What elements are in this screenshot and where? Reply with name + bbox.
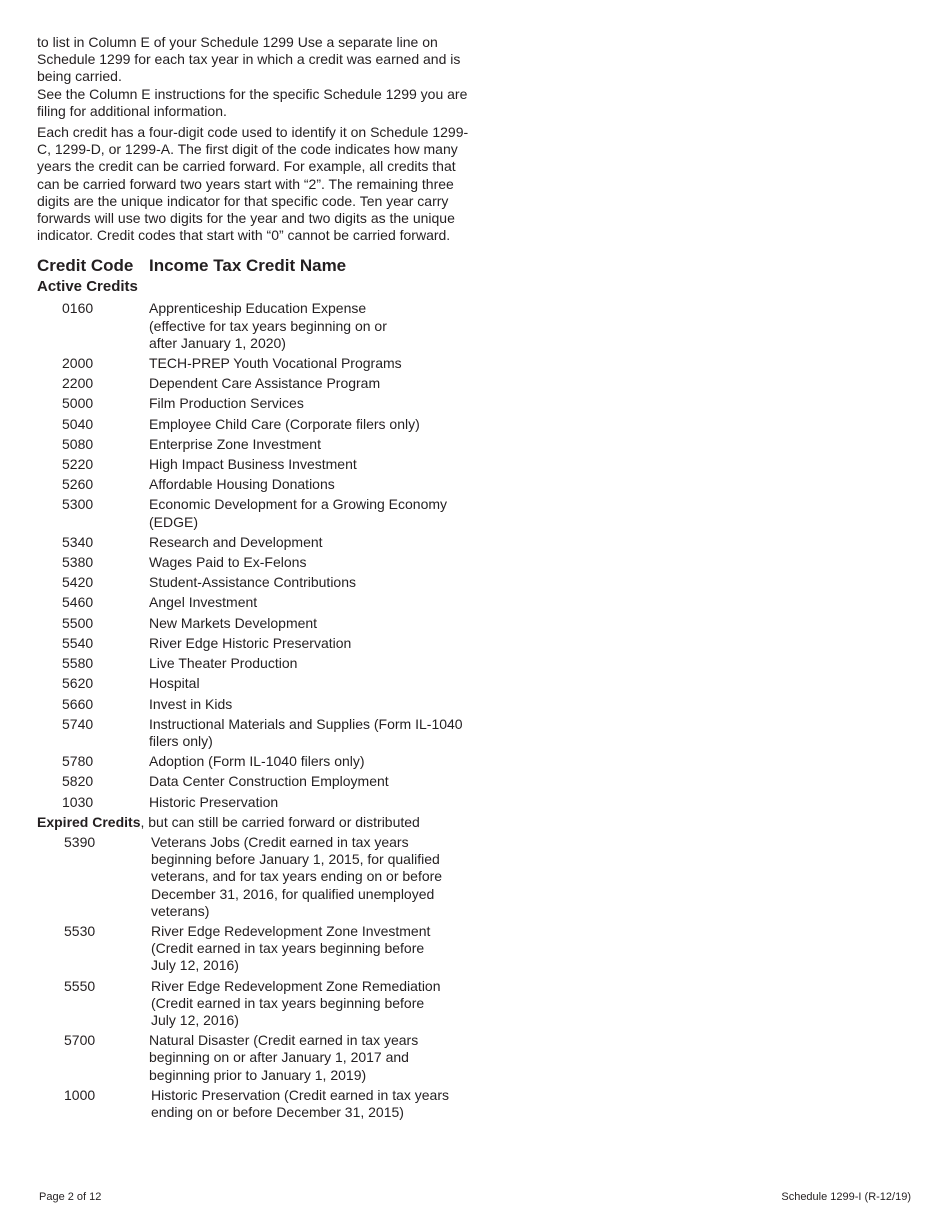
credit-code: 5780 <box>62 753 94 770</box>
credit-name: Adoption (Form IL-1040 filers only) <box>149 753 365 770</box>
credit-name: Historic Preservation <box>149 793 279 810</box>
credit-code: 5420 <box>62 574 94 591</box>
credit-code: 5740 <box>62 715 94 732</box>
active-credits-heading: Active Credits <box>37 278 138 296</box>
table-row <box>37 300 477 352</box>
credit-name: River Edge Historic Preservation <box>149 634 352 651</box>
credit-code: 2000 <box>62 355 94 372</box>
credit-code: 5660 <box>62 695 94 712</box>
table-row <box>37 696 477 713</box>
intro-paragraph-1: to list in Column E of your Schedule 1299 Use a separate line on Schedule 1299 for each tax year in which a credit was earned and is being carried. <box>37 34 461 85</box>
table-row <box>37 395 477 412</box>
table-row <box>37 1032 477 1084</box>
intro-paragraph-3: Each credit has a four-digit code used to identify it on Schedule 1299-C, 1299-D, or 1299-A. The first digit of the code indicates how many years the credit can be carried forward. For example, all credits that can be carried forward two years start with “2”. The remaining three digits are the unique indicator for that specific code. Ten year carry forwards will use two digits for the year and two digits as the unique indicator. Credit codes that start with “0” cannot be carried forward. <box>37 124 469 244</box>
expired-credits-note: , but can still be carried forward or distributed <box>140 813 420 830</box>
table-row <box>37 675 477 692</box>
credit-code: 5700 <box>64 1032 96 1049</box>
credit-code: 5460 <box>62 594 94 611</box>
credit-code: 5220 <box>62 456 94 473</box>
credit-code: 5300 <box>62 496 94 513</box>
credit-name: High Impact Business Investment <box>149 456 357 473</box>
credit-code: 5530 <box>64 922 96 939</box>
credit-name: Invest in Kids <box>149 695 233 712</box>
credit-name: Hospital <box>149 675 200 692</box>
table-row <box>37 554 477 571</box>
credit-name: Employee Child Care (Corporate filers only) <box>149 415 420 432</box>
table-row <box>37 1087 477 1121</box>
table-row <box>37 794 477 811</box>
page-number: Page 2 of 12 <box>39 1191 102 1203</box>
credit-name: Student-Assistance Contributions <box>149 574 356 591</box>
main-column <box>37 34 477 1121</box>
credit-name: River Edge Redevelopment Zone Remediation (Credit earned in tax years beginning before July 12, 2016) <box>151 977 441 1028</box>
expired-credits-list <box>37 834 477 1121</box>
credit-name: Film Production Services <box>149 395 304 412</box>
expired-credits-heading <box>37 814 477 831</box>
table-row <box>37 834 477 920</box>
credit-code: 5540 <box>62 634 94 651</box>
credit-code: 5340 <box>62 533 94 550</box>
credit-code: 5390 <box>64 833 96 850</box>
table-row <box>37 923 477 975</box>
credit-code: 5380 <box>62 554 94 571</box>
credit-code: 5260 <box>62 476 94 493</box>
table-row <box>37 355 477 372</box>
table-row <box>37 476 477 493</box>
credit-code: 5820 <box>62 773 94 790</box>
credit-name: Economic Development for a Growing Economy (EDGE) <box>149 496 448 530</box>
table-row <box>37 574 477 591</box>
credit-code: 5500 <box>62 614 94 631</box>
credit-name: Veterans Jobs (Credit earned in tax years beginning before January 1, 2015, for qualified veterans, and for tax years ending on or before December 31, 2016, for qualified unemployed veterans) <box>151 833 443 919</box>
form-identifier: Schedule 1299-I (R-12/19) <box>781 1191 911 1203</box>
table-row <box>37 456 477 473</box>
table-row <box>37 773 477 790</box>
credit-name: Data Center Construction Employment <box>149 773 389 790</box>
credit-name: Research and Development <box>149 533 323 550</box>
credit-code: 5620 <box>62 675 94 692</box>
table-row <box>37 594 477 611</box>
credit-name: Angel Investment <box>149 594 258 611</box>
credit-name: TECH-PREP Youth Vocational Programs <box>149 355 402 372</box>
credit-name: Apprenticeship Education Expense (effective for tax years beginning on or after January 1, 2020) <box>149 300 387 351</box>
table-row <box>37 436 477 453</box>
credit-name: Live Theater Production <box>149 655 298 672</box>
credit-name-heading: Income Tax Credit Name <box>149 256 347 276</box>
credit-code-heading: Credit Code <box>37 256 134 276</box>
credit-code: 5000 <box>62 395 94 412</box>
credit-name: River Edge Redevelopment Zone Investment (Credit earned in tax years beginning before July 12, 2016) <box>151 922 431 974</box>
table-row <box>37 655 477 672</box>
table-row <box>37 416 477 433</box>
active-credits-list <box>37 300 477 810</box>
table-row <box>37 635 477 652</box>
table-row <box>37 753 477 770</box>
credit-code: 0160 <box>62 300 94 317</box>
intro-paragraph-2: See the Column E instructions for the specific Schedule 1299 you are filing for additional information. <box>37 85 468 119</box>
credit-name: Natural Disaster (Credit earned in tax years beginning on or after January 1, 2017 and beginning prior to January 1, 2019) <box>149 1032 419 1083</box>
credit-code: 5040 <box>62 415 94 432</box>
credit-name: Instructional Materials and Supplies (Form IL-1040 filers only) <box>149 715 463 749</box>
table-row <box>37 978 477 1030</box>
credit-code: 1000 <box>64 1086 96 1103</box>
table-row <box>37 534 477 551</box>
credit-code: 5080 <box>62 435 94 452</box>
credit-code: 5550 <box>64 977 96 994</box>
table-row <box>37 496 477 530</box>
credit-code: 5580 <box>62 655 94 672</box>
credit-code: 1030 <box>62 793 94 810</box>
credit-name: Historic Preservation (Credit earned in tax years ending on or before December 31, 2015) <box>151 1086 450 1120</box>
credit-name: Affordable Housing Donations <box>149 476 335 493</box>
credit-name: Dependent Care Assistance Program <box>149 375 381 392</box>
table-row <box>37 375 477 392</box>
expired-credits-label: Expired Credits <box>37 813 141 830</box>
table-row <box>37 615 477 632</box>
credit-name: New Markets Development <box>149 614 318 631</box>
credit-name: Enterprise Zone Investment <box>149 435 321 452</box>
credit-code: 2200 <box>62 375 94 392</box>
table-row <box>37 716 477 750</box>
credit-name: Wages Paid to Ex-Felons <box>149 554 307 571</box>
table-header <box>37 256 477 276</box>
